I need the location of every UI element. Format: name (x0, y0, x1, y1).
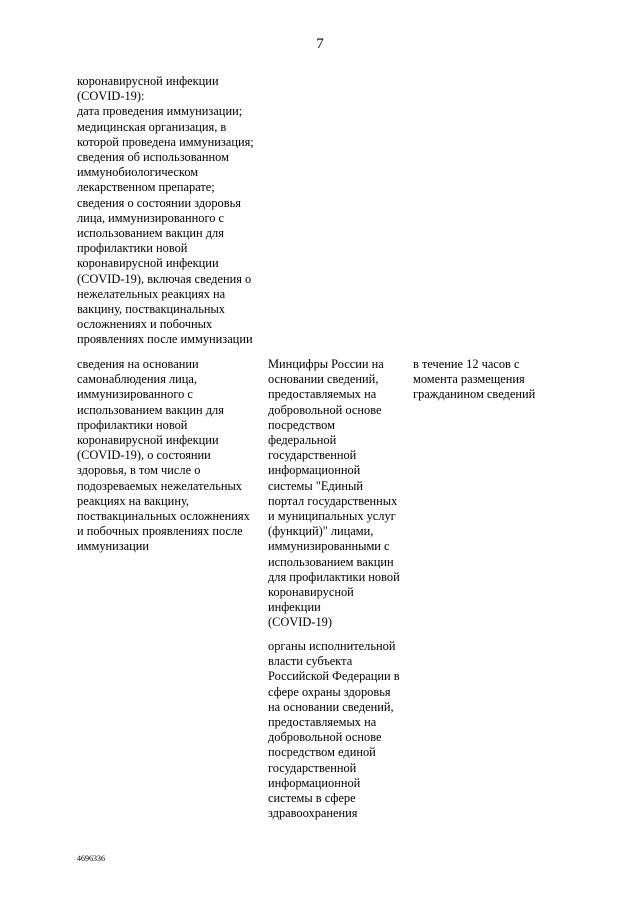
provider-cell-text-1 (268, 357, 400, 631)
text-line: проявлениях после иммунизации (77, 332, 253, 347)
text-line: профилактики новой (77, 241, 188, 256)
text-line: которой проведена иммунизация; (77, 134, 254, 149)
text-line: профилактики новой (77, 417, 188, 432)
text-line: иммунобиологическом (77, 165, 199, 180)
deadline-cell-text (413, 357, 535, 403)
text-line: вакцину, поствакцинальных (77, 302, 225, 317)
text-line: и побочных проявлениях после (77, 524, 243, 539)
text-line: добровольной основе (268, 402, 382, 417)
text-line: использованием вакцин для (77, 226, 224, 241)
text-line: коронавирусной инфекции (77, 433, 219, 448)
page-number: 7 (316, 36, 324, 52)
text-line: (COVID-19), о состоянии (77, 448, 211, 463)
text-line: поствакцинальных осложнениях (77, 509, 250, 524)
text-line: основании сведений, (268, 372, 379, 387)
text-line: федеральной (268, 433, 337, 448)
text-line: сведения об использованном (77, 150, 229, 165)
text-line: инфекции (268, 600, 321, 615)
text-line: сведения на основании (77, 357, 199, 371)
text-line: Российской Федерации в (268, 669, 400, 684)
text-line: гражданином сведений (413, 387, 536, 402)
text-line: государственной (268, 448, 357, 463)
text-line: государственной (268, 760, 357, 775)
text-line: (COVID-19) (268, 615, 333, 630)
text-line: информационной (268, 463, 361, 478)
text-line: коронавирусной инфекции (77, 74, 219, 88)
text-line: подозреваемых нежелательных (77, 478, 242, 493)
continued-cell-text (77, 74, 254, 348)
text-line: лекарственном препарате; (77, 180, 215, 195)
text-line: момента размещения (413, 372, 525, 387)
text-line: реакциях на вакцину, (77, 493, 189, 508)
text-line: дата проведения иммунизации; (77, 104, 243, 119)
text-line: лица, иммунизированного с (77, 210, 225, 225)
text-line: для профилактики новой (268, 569, 400, 584)
text-line: посредством (268, 417, 335, 432)
text-line: (COVID-19): (77, 89, 145, 104)
text-line: информационной (268, 775, 361, 790)
text-line: иммунизации (77, 539, 150, 554)
provider-cell-text-2 (268, 639, 400, 821)
text-line: предоставляемых на (268, 715, 377, 730)
document-code: 4696336 (77, 854, 105, 863)
text-line: портал государственных (268, 493, 398, 508)
text-line: сведения о состоянии здоровья (77, 195, 241, 210)
text-line: сфере охраны здоровья (268, 684, 391, 699)
text-line: Минцифры России на (268, 357, 384, 371)
text-line: здравоохранения (268, 806, 358, 821)
text-line: иммунизированными с (268, 539, 390, 554)
text-line: на основании сведений, (268, 699, 394, 714)
text-line: системы в сфере (268, 791, 356, 806)
text-line: власти субъекта (268, 654, 353, 669)
text-line: самонаблюдения лица, (77, 372, 198, 387)
text-line: осложнениях и побочных (77, 317, 213, 332)
text-line: посредством единой (268, 745, 376, 760)
text-line: медицинская организация, в (77, 119, 227, 134)
text-line: в течение 12 часов с (413, 357, 520, 371)
text-line: нежелательных реакциях на (77, 286, 226, 301)
text-line: использованием вакцин для (77, 402, 224, 417)
text-line: добровольной основе (268, 730, 382, 745)
text-line: коронавирусной инфекции (77, 256, 219, 271)
text-line: использованием вакцин (268, 554, 394, 569)
text-line: предоставляемых на (268, 387, 377, 402)
text-line: органы исполнительной (268, 639, 396, 653)
text-line: и муниципальных услуг (268, 509, 396, 524)
text-line: иммунизированного с (77, 387, 193, 402)
text-line: системы "Единый (268, 478, 363, 493)
text-line: (COVID-19), включая сведения о (77, 271, 252, 286)
text-line: коронавирусной (268, 585, 354, 600)
text-line: (функций)" лицами, (268, 524, 374, 539)
text-line: здоровья, в том числе о (77, 463, 201, 478)
info-cell-text (77, 357, 250, 555)
